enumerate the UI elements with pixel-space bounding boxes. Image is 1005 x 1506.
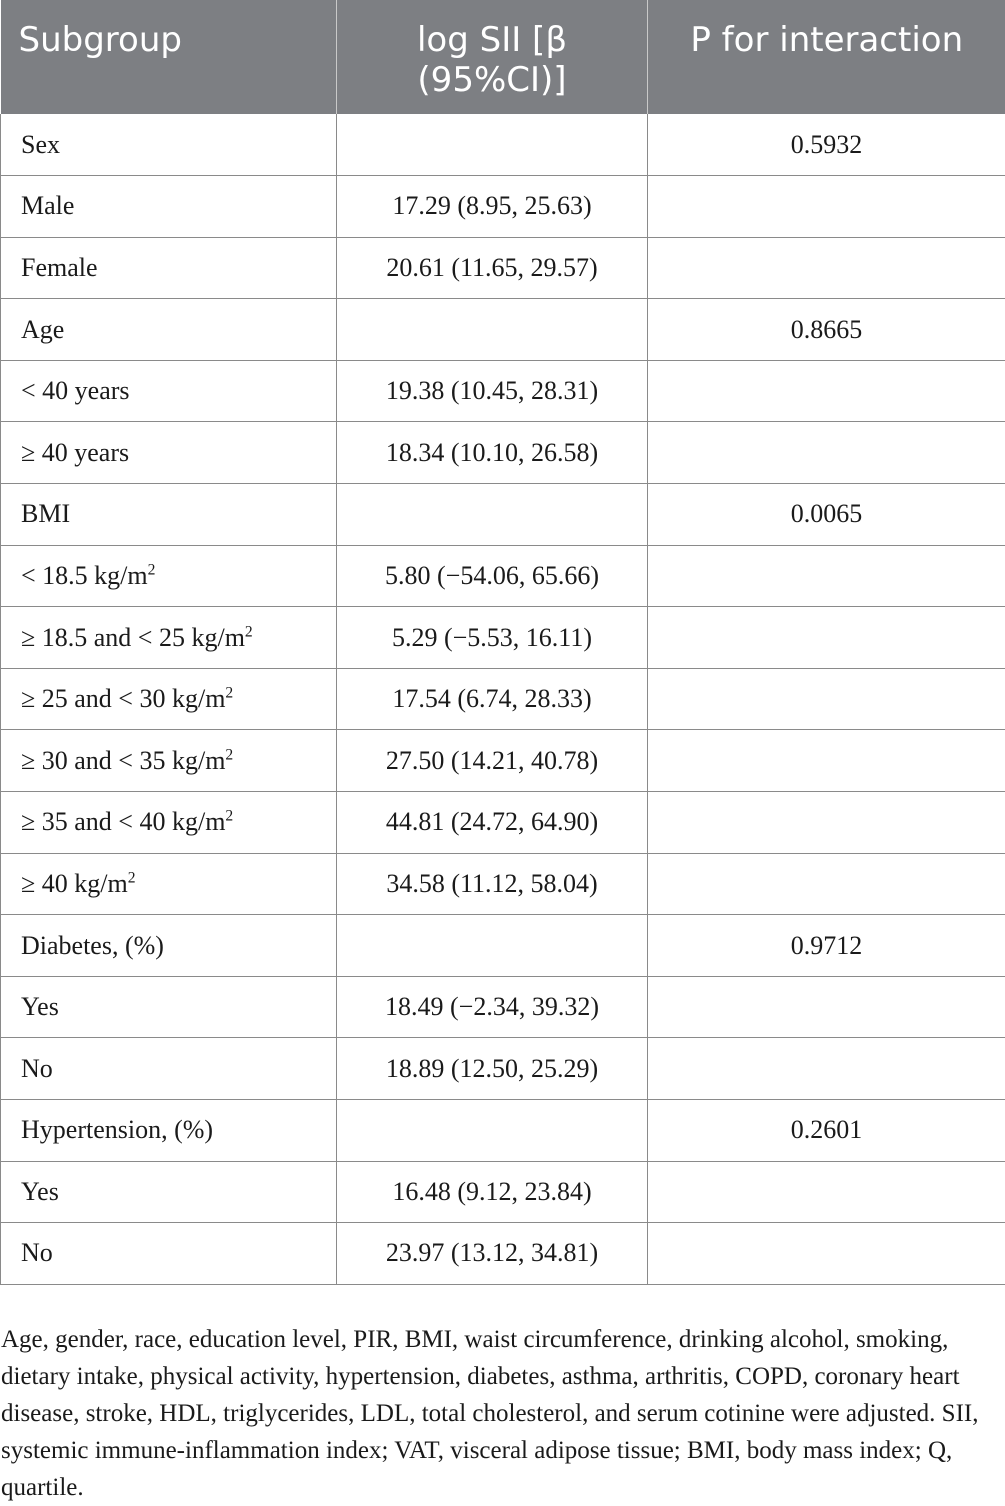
log-sii-cell xyxy=(337,299,648,361)
table-row xyxy=(1,237,1005,299)
subgroup-cell xyxy=(1,668,337,730)
table-header xyxy=(1,0,1005,114)
subgroup-label: Diabetes, (%) xyxy=(21,931,164,960)
header-p-interaction: P for interaction xyxy=(648,0,1005,114)
log-sii-cell: 19.38 (10.45, 28.31) xyxy=(337,360,648,422)
subgroup-cell xyxy=(1,1100,337,1162)
subgroup-cell xyxy=(1,360,337,422)
subgroup-label: BMI xyxy=(21,499,70,528)
subgroup-label: Female xyxy=(21,253,98,282)
table-row xyxy=(1,1038,1005,1100)
p-interaction-cell xyxy=(648,422,1005,484)
table-row xyxy=(1,668,1005,730)
table-row xyxy=(1,792,1005,854)
log-sii-cell xyxy=(337,915,648,977)
table-row xyxy=(1,730,1005,792)
p-interaction-cell: 0.2601 xyxy=(648,1100,1005,1162)
p-interaction-cell: 0.9712 xyxy=(648,915,1005,977)
subgroup-label: ≥ 40 kg/m xyxy=(21,869,128,898)
unit-superscript: 2 xyxy=(148,561,156,578)
header-log-sii: log SII [β (95%CI)] xyxy=(337,0,648,114)
header-subgroup: Subgroup xyxy=(1,0,337,114)
p-interaction-cell xyxy=(648,607,1005,669)
p-interaction-cell xyxy=(648,976,1005,1038)
log-sii-cell: 18.89 (12.50, 25.29) xyxy=(337,1038,648,1100)
subgroup-cell xyxy=(1,792,337,854)
subgroup-label: Yes xyxy=(21,992,59,1021)
p-interaction-cell: 0.5932 xyxy=(648,114,1005,176)
table-row xyxy=(1,484,1005,546)
subgroup-label: No xyxy=(21,1238,53,1267)
subgroup-cell xyxy=(1,422,337,484)
table-row xyxy=(1,915,1005,977)
subgroup-label: < 40 years xyxy=(21,376,130,405)
subgroup-cell xyxy=(1,114,337,176)
unit-superscript: 2 xyxy=(128,869,136,886)
table-row xyxy=(1,976,1005,1038)
subgroup-label: ≥ 18.5 and < 25 kg/m xyxy=(21,623,245,652)
log-sii-cell: 5.29 (−5.53, 16.11) xyxy=(337,607,648,669)
log-sii-cell: 17.29 (8.95, 25.63) xyxy=(337,176,648,238)
table-row xyxy=(1,853,1005,915)
table-row xyxy=(1,1223,1005,1285)
subgroup-label: Yes xyxy=(21,1177,59,1206)
subgroup-label: No xyxy=(21,1054,53,1083)
p-interaction-cell xyxy=(648,1161,1005,1223)
log-sii-cell: 34.58 (11.12, 58.04) xyxy=(337,853,648,915)
p-interaction-cell xyxy=(648,176,1005,238)
subgroup-label: < 18.5 kg/m xyxy=(21,561,148,590)
table-row xyxy=(1,1100,1005,1162)
log-sii-cell: 27.50 (14.21, 40.78) xyxy=(337,730,648,792)
log-sii-cell xyxy=(337,1100,648,1162)
log-sii-cell xyxy=(337,114,648,176)
p-interaction-cell xyxy=(648,730,1005,792)
log-sii-cell: 5.80 (−54.06, 65.66) xyxy=(337,545,648,607)
log-sii-cell: 20.61 (11.65, 29.57) xyxy=(337,237,648,299)
log-sii-cell: 44.81 (24.72, 64.90) xyxy=(337,792,648,854)
subgroup-cell xyxy=(1,237,337,299)
subgroup-cell xyxy=(1,976,337,1038)
subgroup-label: Hypertension, (%) xyxy=(21,1115,213,1144)
table-row xyxy=(1,360,1005,422)
subgroup-cell xyxy=(1,730,337,792)
log-sii-cell: 23.97 (13.12, 34.81) xyxy=(337,1223,648,1285)
table-row xyxy=(1,607,1005,669)
subgroup-label: ≥ 40 years xyxy=(21,438,129,467)
table-row xyxy=(1,176,1005,238)
unit-superscript: 2 xyxy=(225,746,233,763)
subgroup-cell xyxy=(1,484,337,546)
p-interaction-cell xyxy=(648,237,1005,299)
subgroup-cell xyxy=(1,915,337,977)
table-row xyxy=(1,1161,1005,1223)
log-sii-cell: 18.34 (10.10, 26.58) xyxy=(337,422,648,484)
p-interaction-cell: 0.8665 xyxy=(648,299,1005,361)
p-interaction-cell xyxy=(648,668,1005,730)
subgroup-cell xyxy=(1,1161,337,1223)
log-sii-cell: 16.48 (9.12, 23.84) xyxy=(337,1161,648,1223)
subgroup-cell xyxy=(1,607,337,669)
subgroup-cell xyxy=(1,299,337,361)
unit-superscript: 2 xyxy=(225,684,233,701)
log-sii-cell: 18.49 (−2.34, 39.32) xyxy=(337,976,648,1038)
subgroup-label: ≥ 30 and < 35 kg/m xyxy=(21,746,225,775)
table-row xyxy=(1,422,1005,484)
table-body xyxy=(1,114,1005,1284)
p-interaction-cell xyxy=(648,1223,1005,1285)
subgroup-label: Male xyxy=(21,191,74,220)
p-interaction-cell: 0.0065 xyxy=(648,484,1005,546)
subgroup-cell xyxy=(1,545,337,607)
p-interaction-cell xyxy=(648,545,1005,607)
subgroup-cell xyxy=(1,853,337,915)
subgroup-cell xyxy=(1,1223,337,1285)
table-row xyxy=(1,114,1005,176)
table-row xyxy=(1,299,1005,361)
subgroup-cell xyxy=(1,176,337,238)
p-interaction-cell xyxy=(648,792,1005,854)
subgroup-label: Sex xyxy=(21,130,60,159)
unit-superscript: 2 xyxy=(245,623,253,640)
log-sii-cell: 17.54 (6.74, 28.33) xyxy=(337,668,648,730)
header-row xyxy=(1,0,1005,114)
table-row xyxy=(1,545,1005,607)
unit-superscript: 2 xyxy=(225,808,233,825)
subgroup-label: ≥ 25 and < 30 kg/m xyxy=(21,684,225,713)
p-interaction-cell xyxy=(648,853,1005,915)
subgroup-label: Age xyxy=(21,315,64,344)
p-interaction-cell xyxy=(648,360,1005,422)
table-footnote: Age, gender, race, education level, PIR, BMI, waist circumference, drinking alcohol, smoking, dietary intake, physical activity, hypertension, diabetes, asthma, arthritis, COPD, coronary heart disease, stroke, HDL, triglycerides, LDL, total cholesterol, and serum cotinine were adjusted. SII, systemic immune-inflammation index; VAT, visceral adipose tissue; BMI, body mass index; Q, quartile. xyxy=(1,1321,1003,1506)
log-sii-cell xyxy=(337,484,648,546)
subgroup-cell xyxy=(1,1038,337,1100)
p-interaction-cell xyxy=(648,1038,1005,1100)
subgroup-label: ≥ 35 and < 40 kg/m xyxy=(21,807,225,836)
